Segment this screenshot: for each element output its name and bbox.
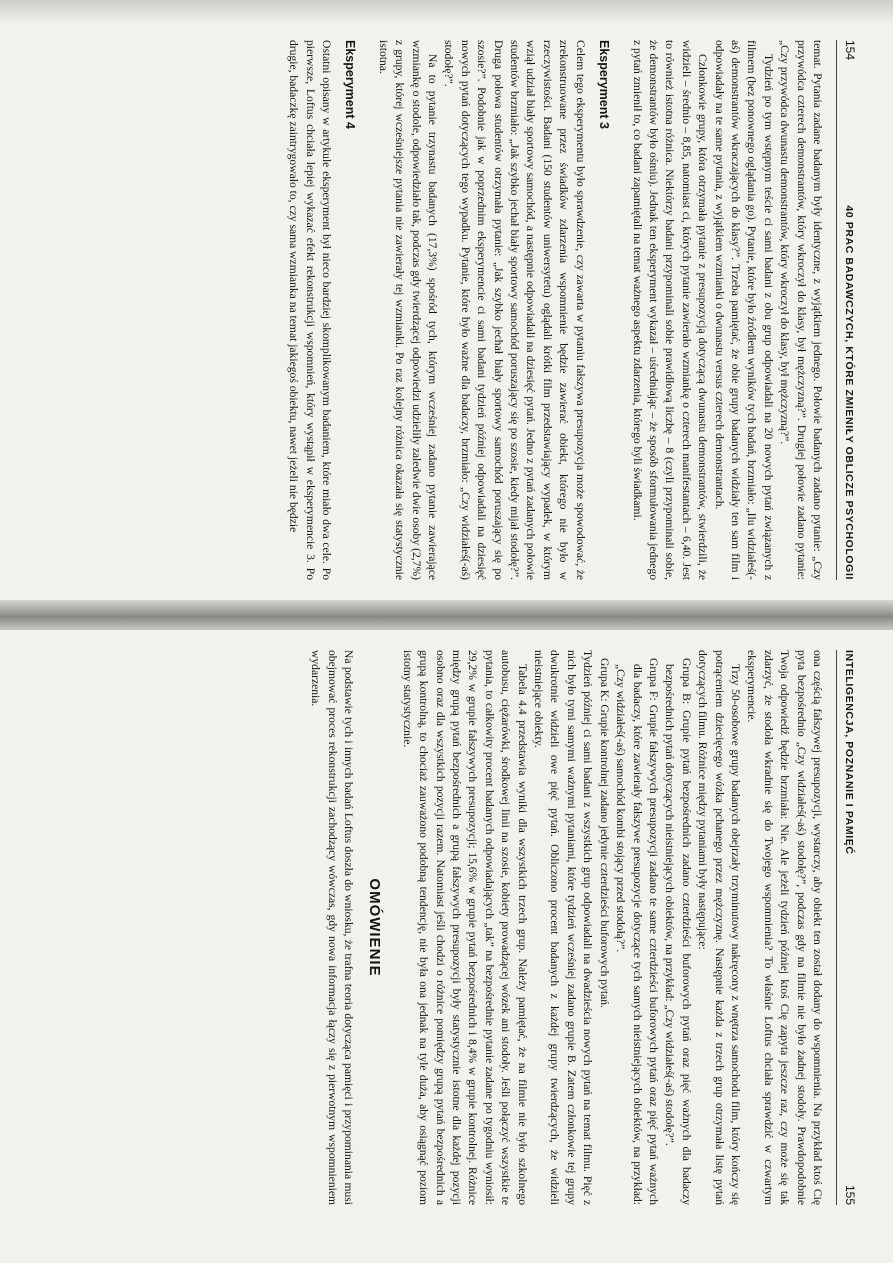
right-page-number: 155 [843, 1185, 857, 1206]
paragraph: temat. Pytania zadane badanym były identyczne, z wyjątkiem jednego. Połowie badanych zadano pytanie: „Czy przywódca czterech demonstrantów, który wkroczył do klasy, był mężczyzną?”. Drugiej połowie zadano pytanie: „Czy przywódca dwunastu demonstrantów, który wkroczył do klasy, był mężczyzną?”. [778, 40, 824, 580]
heading-experiment-3: Eksperyment 3 [597, 40, 612, 129]
paragraph: Trzy 50-osobowe grupy badanych obejrzały trzyminutowy nakręcony z wnętrza samochodu film, który kończy się potrąceniem dziecięcego wózka pchanego przez mężczyznę. Następnie każda z trzech grup otrzymała listę pytań dotyczących filmu. Różnice między pytaniami były następujące: [696, 650, 742, 1205]
group-list [595, 658, 693, 1205]
paragraph: Tydzień później ci sami badani z wszystkich grup odpowiadali na dwadzieścia nowych pytań na temat filmu. Pięć z nich było tymi samymi ważnymi pytaniami, które tydzień wcześniej zadano grupie B. Zatem członkowie tej grupy dwukrotnie widzieli owe pięć pytań. Obliczono procent badanych z każdej grupy twierdzących, że widzieli nieistniejące obiekty. [532, 650, 595, 1205]
paragraph: Tydzień po tym wstępnym teście ci sami badani z obu grup odpowiadali na 20 nowych pytań związanych z filmem (bez ponownego oglądania go). Pytanie, które było źródłem wyników tych badań, brzmiało: „Ilu widziałeś(-aś) demonstrantów wkraczających do klasy?”. Trzeba pamiętać, że obie grupy badanych widziały ten sam film i odpowiadały na te same pytania, z wyjątkiem wzmianki o dwunastu versus czterech demonstrantach. [712, 40, 775, 580]
left-text [285, 40, 825, 580]
left-running-head: 40 PRAC BADAWCZYCH, KTÓRE ZMIENIŁY OBLICZE PSYCHOLOGII [843, 205, 855, 580]
paragraph: Tabela 4.4 przedstawia wyniki dla wszystkich trzech grup. Należy pamiętać, że na filmie nie było szkolnego autobusu, ciężarówki, środkowej linii na szosie, kobiety prowadzącej wózek ani stodoły. Jeśli połączyć wszystkie te pytania, to całkowity procent badanych odpowiadających „tak” na bezpośrednie pytanie zadane po tygodniu wyniosił: 29,2% w grupie fałszywych presupozycji; 15,6% w grupie pytań bezpośrednich i 8,4% w grupie kontrolnej. Różnice między grupą pytań bezpośrednich a grupą fałszywych presupozycji były statystycznie istotne dla każdej pozycji osobno oraz dla wszystkich pozycji razem. Natomiast jeśli chodzi o różnice pomiędzy grupą pytań bezpośrednich a grupą kontrolną, to chociaż zauważono podobną tendencję, nie była ona jednak na tyle duża, aby osiągnąć poziom istotny statystycznie. [400, 650, 529, 1205]
paragraph: Członkowie grupy, która otrzymała pytanie z presupozycją dotyczącą dwunastu demonstrantów, stwierdzili, że widzieli – średnio – 8,85, natomiast ci, których pytanie zawierało wzmiankę o czterech manifestantach – 6,40. Jest to również istotna różnica. Niektórzy badani przypominali sobie prawidłową liczbę – 8 (czyli przypominali sobie, że demonstrantów było ośmiu). Jednak ten eksperyment wykazał – uśredniając – że sposób sformułowania jednego z pytań zmienił to, co badani zapamiętali na temat ważnego aspektu zdarzenia, którego byli świadkami. [630, 40, 710, 580]
book-gutter [0, 600, 893, 630]
list-item: Grupa B: Grupie pytań bezpośrednich zadano czterdzieści buforowych pytań oraz pięć ważnych dla badaczy bezpośrednich pytań dotyczących nieistniejących obiektów, na przykład: „Czy widziałeś(-aś) stodołę?”. [663, 658, 693, 1205]
paragraph: Na to pytanie trzynastu badanych (17,3%) spośród tych, którym wcześniej zadano pytanie zawierające wzmiankę o stodole, odpowiedziało tak, podczas gdy twierdzącej odpowiedzi udzieliły zaledwie dwie osoby (2,7%) z grupy, której wcześniejsze pytania nie zawierały tej wzmianki. Po raz kolejny różnica okazała się statystycznie istotna. [376, 40, 440, 580]
heading-discussion: OMÓWIENIE [366, 878, 384, 977]
right-page [0, 630, 893, 1230]
paragraph: Ostatni opisany w artykule eksperyment był nieco bardziej skomplikowanym badaniem, które miało dwa cele. Po pierwsze, Loftus chciała lepiej wykazać efekt rekonstrukcji wspomnień, który wystąpił w eksperymencie 3. Po drugie, badaczkę zaintrygowało to, czy sama wzmianka na temat jakiegoś obiektu, nawet jeżeli nie będzie [287, 40, 334, 580]
left-page [0, 0, 893, 600]
right-running-head: INTELIGENCJA, POZNANIE I PAMIĘĆ [843, 650, 855, 855]
paragraph: Celem tego eksperymentu było sprawdzenie, czy zawarta w pytaniu fałszywa presupozycja może spowodować, że zrekonstruowane przez świadków zdarzenia wspomnienie będzie zawierać obiekt, którego nie było w rzeczywistości. Badani (150 studentów uniwersytetu) oglądali krótki film przedstawiający wypadek, w którym wziął udział biały sportowy samochód, a następnie odpowiadali na dziesięć pytań. Jedno z pytań zadanych połowie studentów brzmiało: „Jak szybko jechał biały sportowy samochód poruszający się po szosie, kiedy mijał stodołę?”. Druga połowa studentów otrzymała pytanie: „Jak szybko jechał biały sportowy samochód poruszający się po szosie?”. Podobnie jak w poprzednim eksperymencie ci sami badani tydzień później odpowiadali na dziesięć nowych pytań dotyczących tego wypadku. Pytanie, które było ważne dla badaczy, brzmiało: „Czy widziałeś(-aś) stodołę?”. [442, 40, 587, 580]
right-header-rule [836, 650, 837, 1205]
left-page-number: 154 [843, 40, 857, 61]
heading-experiment-4: Eksperyment 4 [343, 40, 358, 129]
list-item: Grupa K: Grupie kontrolnej zadano jedynie czterdzieści buforowych pytań. [597, 658, 611, 1008]
paragraph: ona częścią fałszywej presupozycji, wystarczy, aby obiekt ten został dodany do wspomnienia. Na przykład ktoś Cię pyta bezpośrednio „Czy widziałeś(-aś) stodołę?”, podczas gdy na filmie nie było żadnej stodoły. Prawdopodobnie Twoja odpowiedź będzie brzmiała: Nie. Ale jeżeli tydzień później ktoś Cię zapyta jeszcze raz, czy może się tak zdarzyć, że stodoła wkradnie się do Twojego wspomnienia? To właśnie Loftus chciała sprawdzić w czwartym eksperymencie. [745, 650, 824, 1205]
right-text [307, 650, 825, 1205]
left-header-rule [836, 40, 837, 580]
list-item: Grupa F: Grupie fałszywych presupozycji zadano te same czterdzieści buforowych pytań oraz pięć pytań ważnych dla badaczy, które zawierały fałszywe presupozycje dotyczące tych samych nieistniejących obiektów, na przykład: „Czy widziałeś(-aś) samochód kombi stojący przed stodołą?”. [614, 658, 660, 1205]
paragraph: Na podstawie tych i innych badań Loftus doszła do wniosku, że trafna teoria dotycząca pamięci i przypominania musi obejmować proces rekonstrukcji zachodzący wówczas, gdy nowa informacja łączy się z pierwotnym wspomnieniem wydarzenia. [309, 650, 356, 1205]
